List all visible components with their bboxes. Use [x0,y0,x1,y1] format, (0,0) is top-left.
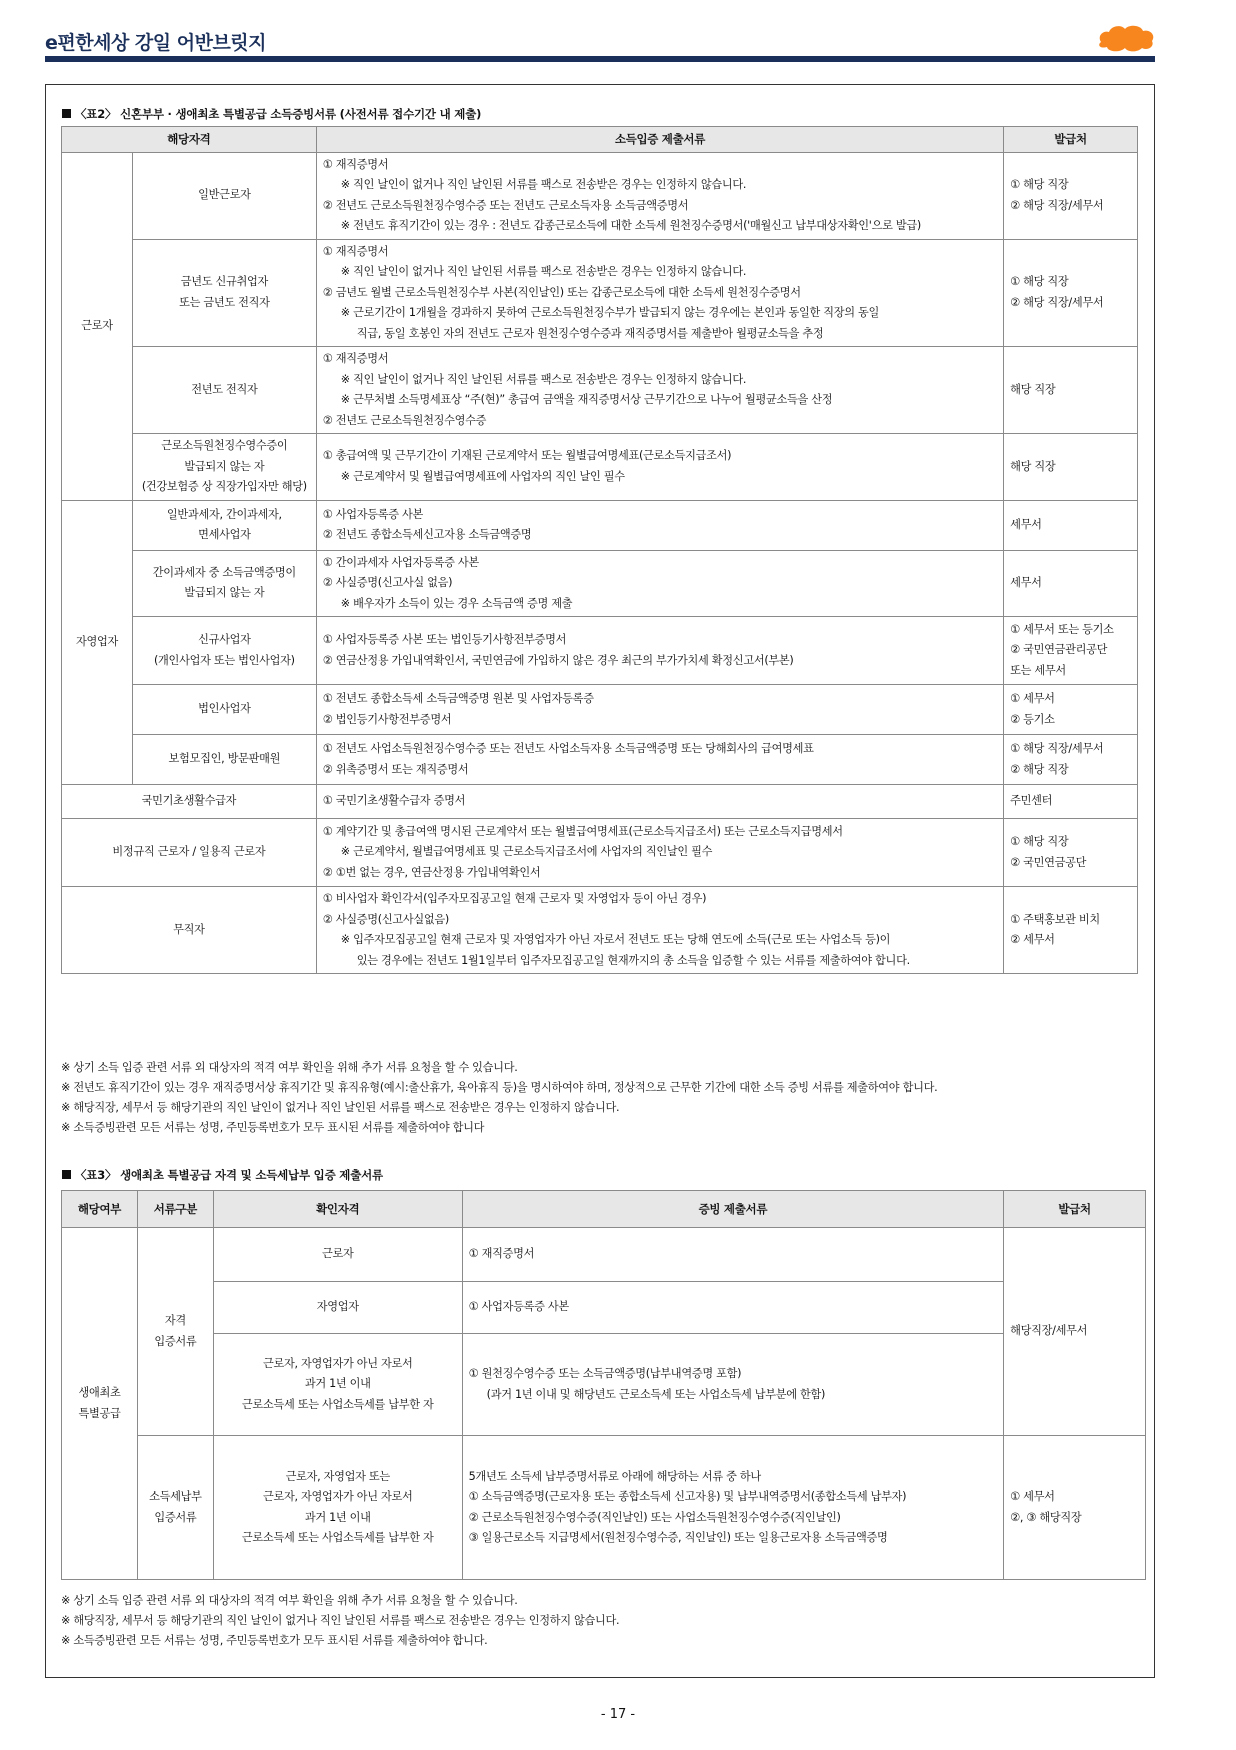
table-row [62,434,1138,501]
qualification-text: 또는 금년도 전직자 [179,295,270,309]
qualification-cell [132,735,316,785]
document-line: ② 사실증명(신고사실없음) [322,912,449,926]
documents-cell [316,887,1003,974]
category-text: 입증서류 [154,1334,197,1348]
qualification-text: 신규사업자 [198,633,251,646]
issuer-text: ① 해당 직장 [1010,835,1069,848]
documents-cell [462,1282,1003,1334]
col-header-check-qualification: 확인자격 [213,1191,462,1228]
issuer-text: ① 세무서 [1010,692,1055,705]
qualification-cell [62,819,317,887]
table-row [62,785,1138,819]
qualification-cell [62,887,317,974]
document-line: ※ 근무처별 소득명세표상 “주(현)” 총급여 금액을 재직증명서상 근무기간으로 나누어 월평균소득을 산정 [340,393,833,406]
table-row [62,735,1138,785]
issuer-cell [1004,239,1138,347]
qualification-text: 국민기초생활수급자 [141,794,237,808]
header-title: e편한세상 강일 어반브릿지 [45,32,267,54]
document-line: ② 위촉증명서 또는 재직증명서 [322,762,469,776]
documents-cell [462,1334,1003,1436]
document-line: ② 전년도 종합소득세신고자용 소득금액증명 [322,528,532,541]
col-header-issuer: 발급처 [1004,127,1138,153]
document-line: ① 계약기간 및 총급여액 명시된 근로계약서 또는 월별급여명세표(근로소득지급조서) 또는 근로소득지급명세서 [322,824,843,838]
qualification-text: 근로자, 자영업자 또는 [285,1469,390,1483]
document-line: ※ 근로계약서 및 월별급여명세표에 사업자의 직인 날인 필수 [340,469,625,483]
qualification-text: 근로자, 자영업자가 아닌 자로서 [262,1356,413,1370]
issuer-cell [1004,785,1138,819]
category-cell [137,1228,213,1436]
table-row [62,617,1138,685]
qualification-text: 일반과세자, 간이과세자, [166,507,282,521]
issuer-text: 또는 세무서 [1010,663,1066,677]
issuer-text: ② 해당 직장/세무서 [1010,295,1104,309]
document-line: ※ 직인 날인이 없거나 직인 날인된 서류를 팩스로 전송받은 경우는 인정하지 않습니다. [340,372,747,386]
documents-cell [462,1436,1003,1580]
group-cell [62,500,133,785]
document-line: ② 사실증명(신고사실 없음) [322,576,453,589]
documents-cell [316,500,1003,550]
qualification-text: (개인사업자 또는 법인사업자) [153,653,295,667]
table-row [62,1228,1146,1282]
table-row [62,1282,1146,1334]
col-header-category: 서류구분 [137,1191,213,1228]
income-proof-table [61,126,1138,974]
issuer-cell [1004,434,1138,501]
issuer-text: 해당직장/세무서 [1010,1324,1088,1338]
document-line: ① 소득금액증명(근로자용 또는 종합소득세 신고자용) 및 납부내역증명서(종합소득세 납부자) [468,1490,907,1503]
issuer-text: ① 해당 직장/세무서 [1010,742,1104,755]
issuer-text: 해당 직장 [1010,459,1056,473]
qualification-text: 법인사업자 [198,702,251,716]
issuer-cell [1004,887,1138,974]
table-row [62,550,1138,617]
issuer-text: ① 세무서 [1010,1490,1055,1503]
qualification-text: 간이과세자 중 소득금액증명이 [152,565,296,579]
qualification-text: 근로자, 자영업자가 아닌 자로서 [262,1490,413,1503]
issuer-cell [1004,819,1138,887]
qualification-cell [132,685,316,735]
documents-cell [316,819,1003,887]
issuer-cell [1004,152,1138,239]
issuer-cell [1004,347,1138,434]
table-row [62,887,1138,974]
document-line: ② 금년도 월별 근로소득원천징수부 사본(직인날인) 또는 갑종근로소득에 대한 소득세 원천징수증명서 [322,285,801,299]
col-header-issuer: 발급처 [1004,1191,1146,1228]
document-line: ① 사업자등록증 사본 또는 법인등기사항전부증명서 [322,633,567,646]
issuer-text: ② 해당 직장 [1010,762,1069,776]
col-header-applies: 해당여부 [62,1191,138,1228]
qualification-text: 근로소득세 또는 사업소득세를 납부한 자 [241,1531,434,1544]
document-line: ① 전년도 사업소득원천징수영수증 또는 전년도 사업소득자용 소득금액증명 또는 당해회사의 급여명세표 [322,742,814,755]
qualification-text: 보험모집인, 방문판매원 [168,752,281,766]
table3-notes [61,1591,619,1651]
page-number: - 17 - [600,1707,636,1722]
table-row [62,347,1138,434]
qualification-cell [132,550,316,617]
document-line: ② 근로소득원천징수영수증(직인날인) 또는 사업소득원천징수영수증(직인날인) [468,1510,841,1524]
document-line: ※ 근로기간이 1개월을 경과하지 못하여 근로소득원천징수부가 발급되지 않는 경우에는 본인과 동일한 직장의 동일 [340,306,880,319]
issuer-text: ② 해당 직장/세무서 [1010,198,1104,212]
qualification-text: 면세사업자 [198,528,251,541]
document-line: ③ 일용근로소득 지급명세서(원천징수영수증, 직인날인) 또는 일용근로자용 소득금액증명 [468,1531,888,1544]
document-line: ① 재직증명서 [322,157,389,171]
brand-logo-icon [1095,22,1157,54]
document-line: ① 비사업자 확인각서(입주자모집공고일 현재 근로자 및 자영업자 등이 아닌 경우) [322,892,707,905]
document-line: ① 총급여액 및 근무기간이 기재된 근로계약서 또는 월별급여명세표(근로소득지급조서) [322,449,732,463]
document-line: ② 연금산정용 가입내역확인서, 국민연금에 가입하지 않은 경우 최근의 부가가치세 확정신고서(부본) [322,653,794,667]
issuer-text: ① 해당 직장 [1010,178,1069,191]
col-header-qualification: 해당자격 [62,127,317,153]
issuer-cell [1004,550,1138,617]
issuer-text: ②, ③ 해당직장 [1010,1510,1082,1524]
applies-text: 특별공급 [78,1406,121,1420]
group-label: 자영업자 [75,635,118,648]
qualification-text: 근로소득세 또는 사업소득세를 납부한 자 [241,1397,434,1411]
issuer-text: ② 국민연금공단 [1010,855,1087,869]
documents-cell [316,735,1003,785]
table-row [62,152,1138,239]
document-line: ① 재직증명서 [468,1247,535,1261]
qualification-text: 과거 1년 이내 [304,1510,371,1524]
note-line: ※ 전년도 휴직기간이 있는 경우 재직증명서상 휴직기간 및 휴직유형(예시:출산휴가, 육아휴직 등)을 명시하여야 하며, 정상적으로 근무한 기간에 대한 소득 증빙 서류를 제출하여야 합니다. [61,1081,938,1094]
qualification-cell [132,152,316,239]
first-home-proof-table [61,1190,1146,1580]
applies-cell [62,1228,138,1580]
document-line: ① 재직증명서 [322,352,389,365]
qualification-cell [132,347,316,434]
document-line: ② 전년도 근로소득원천징수영수증 [322,413,487,427]
category-cell [137,1436,213,1580]
issuer-cell [1004,735,1138,785]
table-row [62,819,1138,887]
issuer-text: 해당 직장 [1010,382,1056,396]
qualification-text: 비정규직 근로자 / 일용직 근로자 [112,845,266,859]
col-header-documents: 소득입증 제출서류 [316,127,1003,153]
documents-cell [316,347,1003,434]
document-line: 직급, 동일 호봉인 자의 전년도 근로자 원천징수영수증과 재직증명서를 제출받아 월평균소득을 추정 [356,326,824,340]
qualification-cell [213,1282,462,1334]
category-text: 소득세납부 [149,1490,202,1503]
documents-cell [316,550,1003,617]
issuer-text: ② 세무서 [1010,933,1055,946]
qualification-text: 근로소득원천징수영수증이 [161,439,288,452]
document-line: ※ 직인 날인이 없거나 직인 날인된 서류를 팩스로 전송받은 경우는 인정하지 않습니다. [340,178,747,191]
document-line: ① 사업자등록증 사본 [322,507,424,521]
issuer-cell [1004,500,1138,550]
qualification-text: 발급되지 않는 자 [184,586,265,600]
note-line: ※ 해당직장, 세무서 등 해당기관의 직인 날인이 없거나 직인 날인된 서류를 팩스로 전송받은 경우는 인정하지 않습니다. [61,1614,620,1627]
document-line: ① 재직증명서 [322,244,389,258]
qualification-cell [62,785,317,819]
group-label: 근로자 [81,318,113,332]
document-line: ※ 입주자모집공고일 현재 근로자 및 자영업자가 아닌 자로서 전년도 또는 당해 연도에 소득(근로 또는 사업소득 등)이 [340,933,891,946]
issuer-text: ② 등기소 [1010,712,1055,726]
qualification-text: (건강보험증 상 직장가입자만 해당) [141,480,307,493]
documents-cell [316,685,1003,735]
document-line: ※ 배우자가 소득이 있는 경우 소득금액 증명 제출 [340,596,573,610]
qualification-cell [213,1228,462,1282]
issuer-text: ① 해당 직장 [1010,275,1069,289]
note-line: ※ 상기 소득 입증 관련 서류 외 대상자의 적격 여부 확인을 위해 추가 서류 요청을 할 수 있습니다. [61,1594,518,1607]
documents-cell [462,1228,1003,1282]
qualification-text: 전년도 전직자 [191,382,258,396]
issuer-text: 주민센터 [1010,794,1053,808]
document-line: ② 전년도 근로소득원천징수영수증 또는 전년도 근로소득자용 소득금액증명서 [322,198,689,212]
qualification-cell [213,1436,462,1580]
document-line: ① 원천징수영수증 또는 소득금액증명(납부내역증명 포함) [468,1367,742,1380]
qualification-cell [132,617,316,685]
document-line: ※ 전년도 휴직기간이 있는 경우 : 전년도 갑종근로소득에 대한 소득세 원천징수증명서('매월신고 납부대상자확인'으로 발급) [340,219,921,232]
qualification-cell [132,434,316,501]
issuer-text: ① 주택홍보관 비치 [1010,912,1100,926]
issuer-text: ② 국민연금관리공단 [1010,643,1108,657]
qualification-cell [132,500,316,550]
issuer-text: 세무서 [1010,517,1042,531]
document-line: ① 사업자등록증 사본 [468,1300,569,1314]
document-line: ① 전년도 종합소득세 소득금액증명 원본 및 사업자등록증 [322,692,594,705]
issuer-cell [1004,617,1138,685]
table-row [62,1436,1146,1580]
qualification-text: 자영업자 [316,1300,359,1314]
documents-cell [316,617,1003,685]
note-line: ※ 해당직장, 세무서 등 해당기관의 직인 날인이 없거나 직인 날인된 서류를 팩스로 전송받은 경우는 인정하지 않습니다. [61,1101,620,1114]
issuer-cell [1004,685,1138,735]
table-row [62,500,1138,550]
applies-text: 생애최초 [78,1386,121,1399]
qualification-text: 무직자 [173,922,205,936]
note-line: ※ 소득증빙관련 모든 서류는 성명, 주민등록번호가 모두 표시된 서류를 제출하여야 합니다. [61,1634,488,1647]
group-cell [62,152,133,500]
issuer-text: 세무서 [1010,576,1042,589]
document-line: ② ①번 없는 경우, 연금산정용 가입내역확인서 [322,865,541,879]
documents-cell [316,785,1003,819]
document-line: (과거 1년 이내 및 해당년도 근로소득세 또는 사업소득세 납부분에 한함) [486,1387,826,1401]
qualification-text: 일반근로자 [198,188,251,202]
table-row [62,239,1138,347]
table2-title: 〈표2〉 신혼부부 · 생애최초 특별공급 소득증빙서류 (사전서류 접수기간 내 제출) [62,106,481,122]
note-line: ※ 상기 소득 입증 관련 서류 외 대상자의 적격 여부 확인을 위해 추가 서류 요청을 할 수 있습니다. [61,1061,518,1074]
document-line: ※ 직인 날인이 없거나 직인 날인된 서류를 팩스로 전송받은 경우는 인정하지 않습니다. [340,265,747,278]
qualification-text: 과거 1년 이내 [304,1377,371,1391]
table-row [62,685,1138,735]
document-line: ※ 근로계약서, 월별급여명세표 및 근로소득지급조서에 사업자의 직인날인 필수 [340,845,713,859]
table2-notes [61,1058,937,1138]
document-line: ① 국민기초생활수급자 증명서 [322,794,466,808]
documents-cell [316,434,1003,501]
qualification-text: 근로자 [321,1247,354,1261]
table-row [62,1334,1146,1436]
category-text: 자격 [164,1314,186,1327]
qualification-cell [132,239,316,347]
document-line: ② 법인등기사항전부증명서 [322,712,452,726]
issuer-text: ① 세무서 또는 등기소 [1010,622,1114,636]
qualification-text: 금년도 신규취업자 [180,275,269,289]
note-line: ※ 소득증빙관련 모든 서류는 성명, 주민등록번호가 모두 표시된 서류를 제출하여야 합니다 [61,1121,485,1134]
table3-title: 〈표3〉 생애최초 특별공급 자격 및 소득세납부 입증 제출서류 [62,1167,383,1183]
header-rule [45,56,1155,62]
documents-cell [316,152,1003,239]
qualification-cell [213,1334,462,1436]
document-line: 5개년도 소득세 납부증명서류로 아래에 해당하는 서류 중 하나 [468,1469,761,1483]
document-line: ① 간이과세자 사업자등록증 사본 [322,555,479,569]
documents-cell [316,239,1003,347]
col-header-proof-documents: 증빙 제출서류 [462,1191,1003,1228]
category-text: 입증서류 [154,1510,197,1524]
document-line: 있는 경우에는 전년도 1월1일부터 입주자모집공고일 현재까지의 총 소득을 입증할 수 있는 서류를 제출하여야 합니다. [356,953,910,967]
issuer-cell [1004,1228,1146,1436]
issuer-cell [1004,1436,1146,1580]
qualification-text: 발급되지 않는 자 [184,459,265,473]
